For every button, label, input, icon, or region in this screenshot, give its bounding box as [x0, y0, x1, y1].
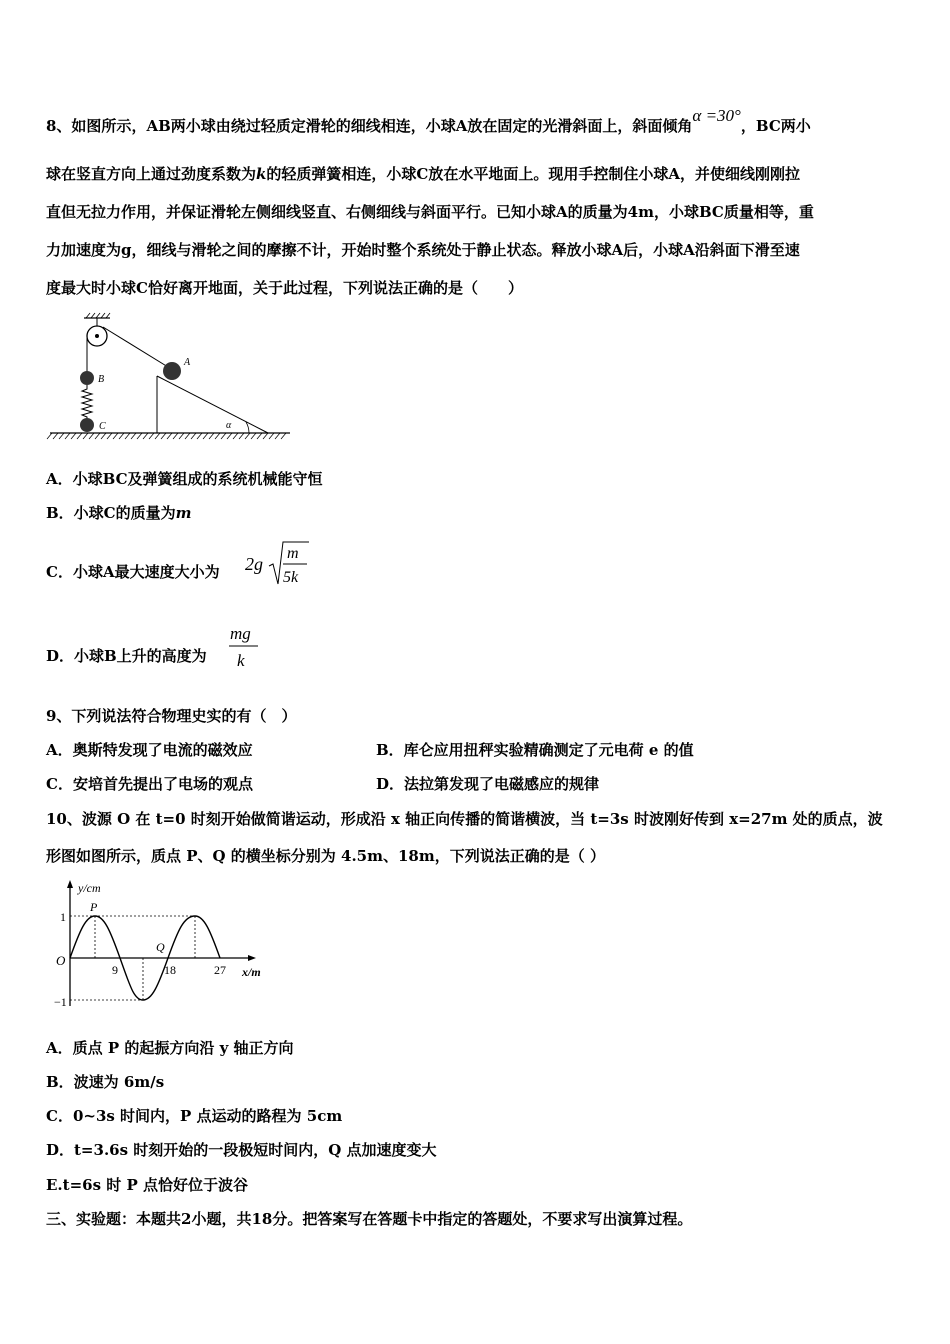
svg-text:B: B	[98, 374, 105, 385]
q8-stem-line-1: 8、如图所示，AB两小球由绕过轻质定滑轮的细线相连，小球A放在固定的光滑斜面上，斜面倾角α =30°，BC两小	[46, 106, 811, 135]
svg-text:−1: −1	[54, 995, 67, 1009]
svg-text:A: A	[184, 357, 191, 368]
q8-stem-line-5: 度最大时小球C恰好离开地面，关于此过程，下列说法正确的是（ ）	[46, 279, 523, 297]
q9-option-d: D．法拉第发现了电磁感应的规律	[376, 775, 600, 793]
section-3-heading: 三、实验题：本题共2小题，共18分。把答案写在答题卡中指定的答题处，不要求写出演算过程。	[46, 1210, 693, 1228]
q10-stem-line-1: 10、波源 O 在 t=0 时刻开始做简谐运动，形成沿 x 轴正向传播的简谐横波，当 t=3s 时波刚好传到 x=27m 处的质点，波	[46, 810, 883, 828]
q8-stem-line-4: 力加速度为g，细线与滑轮之间的摩擦不计，开始时整个系统处于静止状态。释放小球A后，小球A沿斜面下滑至速	[46, 241, 800, 259]
q8-angle-math: α =30°	[692, 106, 741, 125]
svg-text:m: m	[287, 545, 299, 562]
q8-option-d-formula	[228, 622, 264, 672]
ball-b	[80, 371, 94, 385]
svg-text:P: P	[90, 900, 98, 914]
q9-option-b: B．库仑应用扭秤实验精确测定了元电荷 e 的值	[376, 741, 694, 759]
svg-text:α: α	[226, 420, 232, 431]
q9-option-c: C．安培首先提出了电场的观点	[46, 775, 253, 793]
q9-option-a: A．奥斯特发现了电流的磁效应	[46, 741, 253, 759]
svg-text:18: 18	[164, 963, 176, 977]
q8-figure	[46, 312, 296, 442]
ball-c	[80, 418, 94, 432]
svg-text:1: 1	[60, 910, 66, 924]
svg-text:9: 9	[112, 963, 118, 977]
q8-option-c: C．小球A最大速度大小为	[46, 563, 220, 581]
svg-text:2g: 2g	[245, 554, 263, 574]
svg-text:k: k	[237, 651, 245, 670]
q10-stem-line-2: 形图如图所示，质点 P、Q 的横坐标分别为 4.5m、18m，下列说法正确的是（ ）	[46, 847, 605, 865]
q8-option-a: A．小球BC及弹簧组成的系统机械能守恒	[46, 470, 323, 488]
q8-option-d: D．小球B上升的高度为	[46, 647, 207, 665]
q10-wave-graph	[50, 878, 280, 1013]
q9-stem: 9、下列说法符合物理史实的有（ ）	[46, 707, 297, 725]
svg-text:5k: 5k	[283, 569, 299, 586]
q8-option-b: B．小球C的质量为m	[46, 504, 192, 522]
svg-text:Q: Q	[156, 940, 165, 954]
q8-stem-line-2: 球在竖直方向上通过劲度系数为k的轻质弹簧相连，小球C放在水平地面上。现用手控制住小球A，并使细线刚刚拉	[46, 165, 801, 183]
svg-text:mg: mg	[230, 624, 251, 643]
spring	[82, 385, 92, 419]
q10-option-b: B．波速为 6m/s	[46, 1073, 165, 1091]
ball-a	[163, 362, 181, 380]
q10-option-e: E.t=6s 时 P 点恰好位于波谷	[46, 1176, 248, 1194]
svg-text:C: C	[99, 421, 106, 432]
q10-option-a: A．质点 P 的起振方向沿 y 轴正方向	[46, 1039, 294, 1057]
svg-text:x/m: x/m	[242, 965, 261, 979]
svg-text:27: 27	[214, 963, 226, 977]
q8-option-c-formula	[243, 538, 313, 590]
q10-option-c: C．0~3s 时间内，P 点运动的路程为 5cm	[46, 1107, 343, 1125]
q10-option-d: D．t=3.6s 时刻开始的一段极短时间内，Q 点加速度变大	[46, 1141, 437, 1159]
svg-text:y/cm: y/cm	[78, 881, 101, 895]
q8-stem-line-3: 直但无拉力作用，并保证滑轮左侧细线竖直、右侧细线与斜面平行。已知小球A的质量为4m，小球BC质量相等，重	[46, 203, 814, 221]
svg-text:O: O	[56, 953, 66, 968]
